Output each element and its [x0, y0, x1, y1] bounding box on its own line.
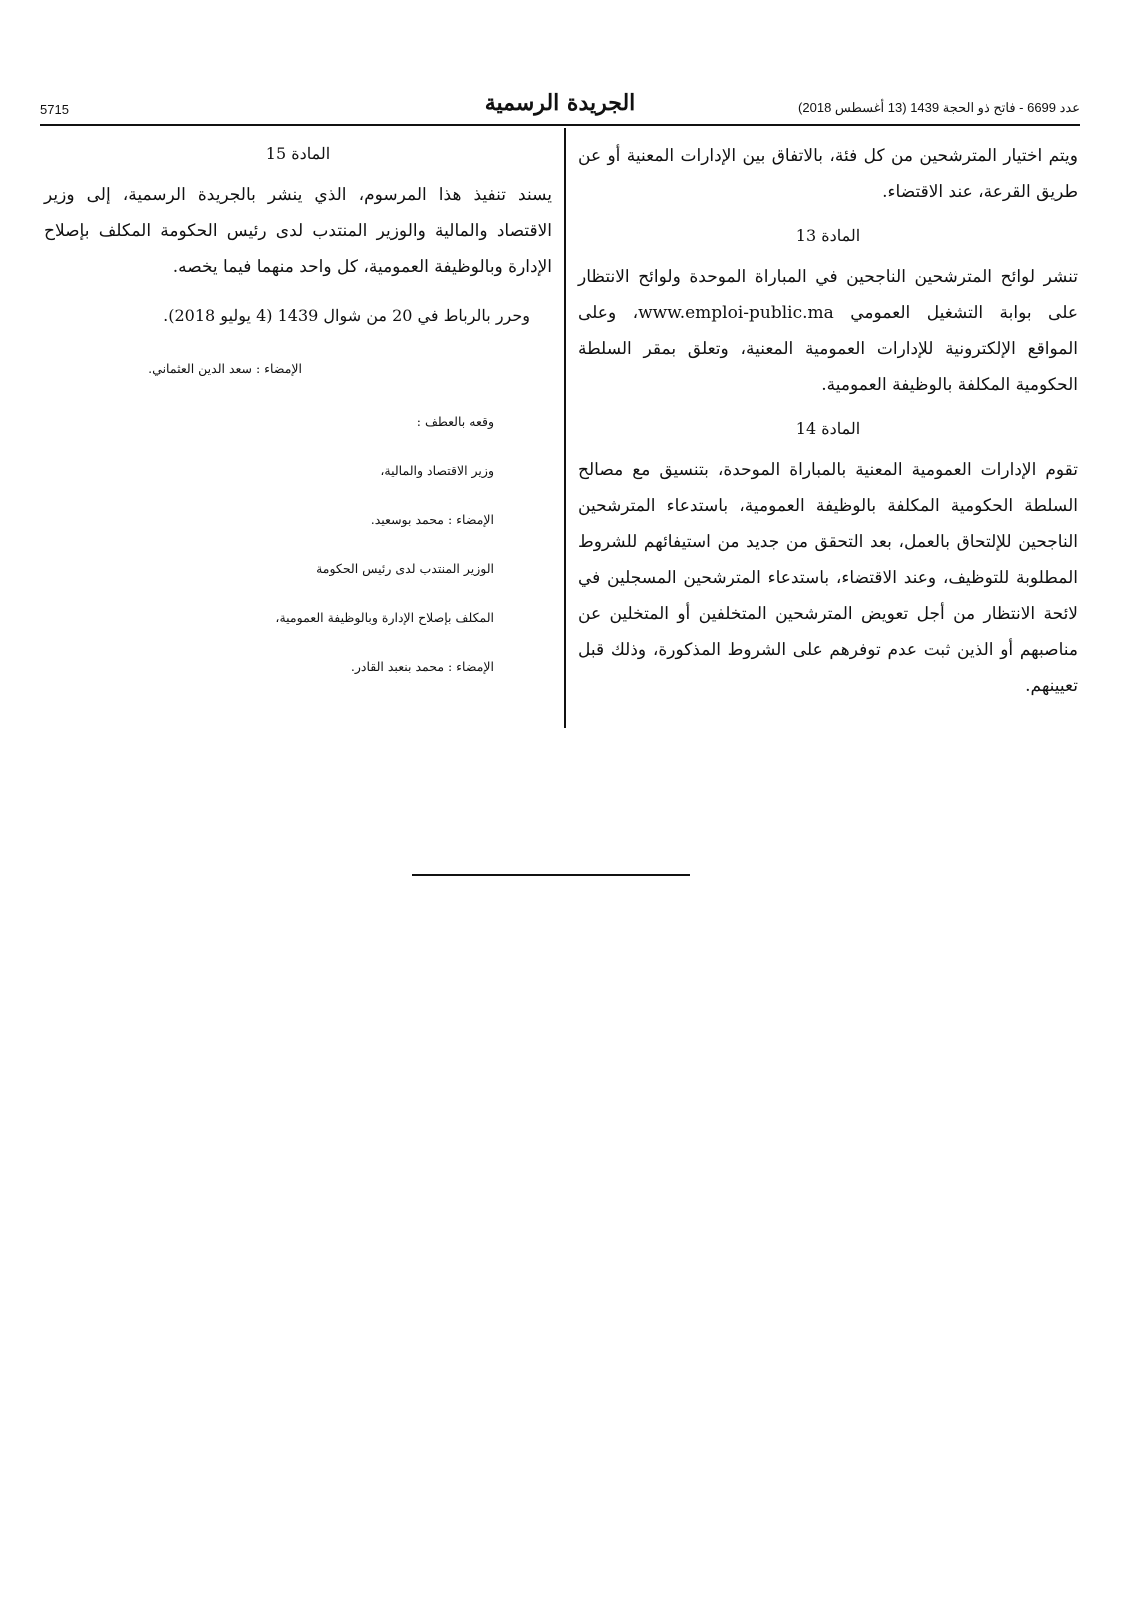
end-of-text-rule	[412, 874, 690, 876]
gazette-title: الجريدة الرسمية	[484, 90, 636, 116]
article-13-text-part1: تنشر لوائح المترشحين الناجحين في المباراة الموحدة ولوائح الانتظار على بوابة التشغيل العمومي	[578, 267, 1078, 323]
article-14-title: المادة 14	[795, 419, 861, 438]
minister-delegate-title-line2: المكلف بإصلاح الإدارة وبالوظيفة العمومية،	[275, 610, 494, 625]
countersignature-block	[44, 414, 552, 674]
emploi-public-url: www.emploi-public.ma	[638, 303, 834, 323]
right-column	[578, 138, 1078, 720]
date-place-line: وحرر بالرباط في 20 من شوال 1439 (4 يوليو 2018).	[163, 306, 530, 325]
header-divider	[40, 124, 1080, 126]
signature-head-of-government: الإمضاء : سعد الدين العثماني.	[148, 361, 302, 376]
article-15-text: يسند تنفيذ هذا المرسوم، الذي ينشر بالجريدة الرسمية، إلى وزير الاقتصاد والمالية والوزير المنتدب لدى رئيس الحكومة المكلف بإصلاح الإدارة وبالوظيفة العمومية، كل واحد منهما فيما يخصه.	[44, 185, 552, 277]
article-13-text-part2: ، وعلى المواقع الإلكترونية للإدارات العمومية المعنية، وتعلق بمقر السلطة الحكومية المكلفة بالوظيفة العمومية.	[578, 303, 1078, 395]
intro-paragraph: ويتم اختيار المترشحين من كل فئة، بالاتفاق بين الإدارات المعنية أو عن طريق القرعة، عند الاقتضاء.	[578, 146, 1078, 202]
page-header	[40, 90, 1080, 120]
article-15-title: المادة 15	[265, 144, 331, 163]
signature-finance: الإمضاء : محمد بوسعيد.	[370, 512, 494, 527]
countersigned-label: وقعه بالعطف :	[416, 414, 494, 429]
page-number: 5715	[40, 102, 69, 117]
issue-info: عدد 6699 - فاتح ذو الحجة 1439 (13 أغسطس 2018)	[798, 100, 1080, 115]
article-14-text: تقوم الإدارات العمومية المعنية بالمباراة الموحدة، بتنسيق مع مصالح السلطة الحكومية المكلفة بالوظيفة العمومية، باستدعاء المترشحين الناجحين للإلتحاق بالعمل، بعد التحقق من جديد من استيفائهم للشروط المطلوبة للتوظيف، وعند الاقتضاء، باستدعاء المترشحين المسجلين في لائحة الانتظار من أجل تعويض المترشحين المتخلفين أو المتخلين عن مناصبهم أو الذين ثبت عدم توفرهم على الشروط المذكورة، وذلك قبل تعيينهم.	[578, 460, 1078, 696]
left-column	[44, 138, 552, 708]
minister-delegate-title-line1: الوزير المنتدب لدى رئيس الحكومة	[316, 561, 494, 576]
article-13-title: المادة 13	[795, 226, 861, 245]
minister-finance-title: وزير الاقتصاد والمالية،	[380, 463, 494, 478]
article-13-text	[578, 259, 1078, 403]
signature-delegate: الإمضاء : محمد بنعبد القادر.	[350, 659, 494, 674]
column-divider	[564, 128, 566, 728]
